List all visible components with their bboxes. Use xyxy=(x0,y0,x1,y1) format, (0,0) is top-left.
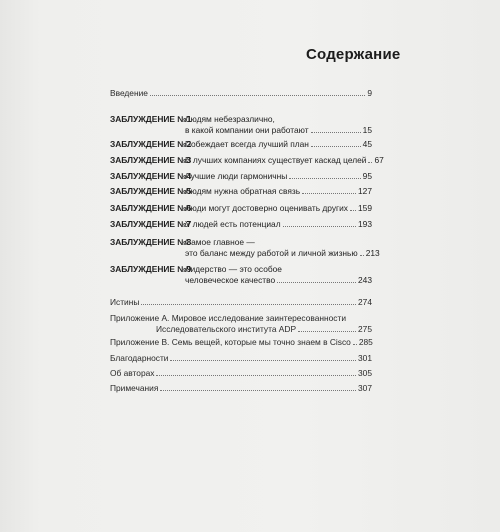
dot-leader xyxy=(311,146,361,147)
entry-title: Истины xyxy=(110,297,140,307)
myth-text xyxy=(185,139,372,150)
myth-label: ЗАБЛУЖДЕНИЕ №3 xyxy=(110,155,192,165)
entry-page: 127 xyxy=(358,186,372,196)
myth-text xyxy=(185,171,372,182)
dot-leader xyxy=(353,344,357,345)
toc-entry-back-3[interactable] xyxy=(110,337,372,348)
entry-page: 67 xyxy=(374,155,384,165)
myth-title-line: в какой компании они работают xyxy=(185,125,309,135)
myth-label: ЗАБЛУЖДЕНИЕ №2 xyxy=(110,139,192,149)
toc-entry-back-2[interactable] xyxy=(110,313,372,335)
myth-label: ЗАБЛУЖДЕНИЕ №4 xyxy=(110,171,192,181)
dot-leader xyxy=(289,178,360,179)
entry-title: Введение xyxy=(110,88,148,98)
dot-leader xyxy=(283,226,356,227)
entry-page: 213 xyxy=(365,248,380,258)
myth-label: ЗАБЛУЖДЕНИЕ №8 xyxy=(110,237,192,247)
toc-entry-back-5[interactable] xyxy=(110,368,372,379)
myth-label: ЗАБЛУЖДЕНИЕ №9 xyxy=(110,264,192,274)
entry-page: 301 xyxy=(358,353,372,363)
entry-page: 95 xyxy=(362,171,372,181)
entry-title: Приложение B. Семь вещей, которые мы точно знаем в Cisco xyxy=(110,337,351,347)
myth-label: ЗАБЛУЖДЕНИЕ №5 xyxy=(110,186,192,196)
entry-page: 45 xyxy=(362,139,372,149)
toc-entry-back-6[interactable] xyxy=(110,383,372,394)
myth-title-line: Лучшие люди гармоничны xyxy=(185,171,288,181)
entry-page: 15 xyxy=(362,125,372,135)
dot-leader xyxy=(156,375,356,376)
page-title: Содержание xyxy=(306,46,401,63)
myth-title-line: Самое главное — xyxy=(185,237,255,247)
toc-entry-back-1[interactable] xyxy=(110,297,372,308)
dot-leader xyxy=(170,360,356,361)
myth-label: ЗАБЛУЖДЕНИЕ №1 xyxy=(110,114,192,124)
entry-title: Исследовательского института ADP xyxy=(156,324,297,334)
entry-title: Приложение A. Мировое исследование заинтересованности xyxy=(110,313,346,323)
entry-page: 307 xyxy=(358,383,372,393)
entry-page: 285 xyxy=(358,337,373,347)
dot-leader xyxy=(311,132,361,133)
entry-title: Об авторах xyxy=(110,368,155,378)
entry-page: 243 xyxy=(358,275,372,285)
toc-entry-intro[interactable] xyxy=(110,88,372,99)
myth-label: ЗАБЛУЖДЕНИЕ №7 xyxy=(110,219,192,229)
entry-page: 193 xyxy=(358,219,372,229)
myth-title-line: это баланс между работой и личной жизнью xyxy=(185,248,358,258)
myth-text xyxy=(185,264,372,286)
myth-text xyxy=(185,155,384,166)
dot-leader xyxy=(302,193,356,194)
entry-title: Благодарности xyxy=(110,353,169,363)
dot-leader xyxy=(150,95,365,96)
entry-title: Примечания xyxy=(110,383,159,393)
myth-text xyxy=(185,186,372,197)
myth-title-line: Побеждает всегда лучший план xyxy=(185,139,309,149)
dot-leader xyxy=(360,255,364,256)
entry-page: 159 xyxy=(358,203,372,213)
entry-page: 9 xyxy=(367,88,372,98)
toc-entry-back-4[interactable] xyxy=(110,353,372,364)
myth-text xyxy=(185,203,372,214)
myth-label: ЗАБЛУЖДЕНИЕ №6 xyxy=(110,203,192,213)
dot-leader xyxy=(298,331,356,332)
myth-title-line: человеческое качество xyxy=(185,275,276,285)
entry-page: 305 xyxy=(358,368,372,378)
dot-leader xyxy=(277,282,356,283)
myth-text xyxy=(185,114,372,136)
myth-title-line: Людям небезразлично, xyxy=(185,114,275,124)
dot-leader xyxy=(350,210,356,211)
myth-title-line: Люди могут достоверно оценивать других xyxy=(185,203,348,213)
dot-leader xyxy=(160,390,356,391)
myth-title-line: В лучших компаниях существует каскад целей xyxy=(185,155,367,165)
myth-title-line: Лидерство — это особое xyxy=(185,264,282,274)
dot-leader xyxy=(368,162,372,163)
myth-text xyxy=(185,237,380,259)
myth-title-line: Людям нужна обратная связь xyxy=(185,186,301,196)
entry-page: 274 xyxy=(358,297,372,307)
myth-title-line: У людей есть потенциал xyxy=(185,219,281,229)
myth-text xyxy=(185,219,372,230)
dot-leader xyxy=(141,304,356,305)
entry-page: 275 xyxy=(358,324,372,334)
